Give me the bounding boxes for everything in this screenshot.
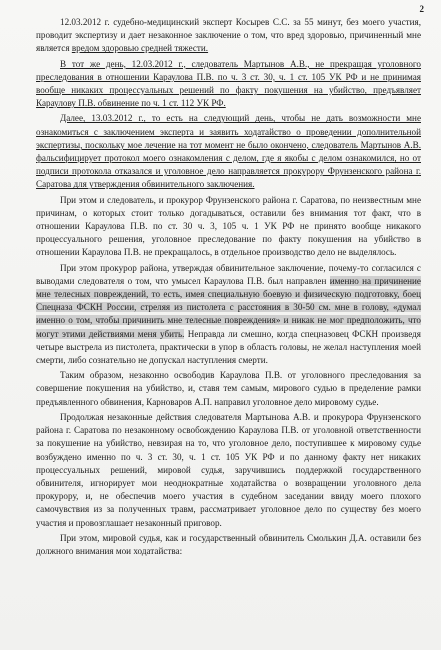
underlined-text: В тот же день, 12.03.2012 г., следователь Мартынов А.В., не прекращая уголовного преследования в отношении Караулова П.В. по ч. 3 ст. 30, ч. 1 ст. 105 УК РФ и не принимая вообще никаких процессуальных решений по факту покушения на убийство, предъявляет Караулову П.В. обвинение по ч. 1 ст. 112 УК РФ. [36, 58, 421, 109]
text-segment: При этом и следователь, и прокурор Фрунзенского района г. Саратова, по неизвестным мне причинам, о которых стоит только догадываться, оставили без внимания тот факт, что в отношении Караулова П.В. по ст. 30 ч. 3, 105 ч. 1 УК РФ не принято вообще никакого процессуального решения, уголовное преследование по факту покушения на убийство в отношении Караулова П.В. не прекращалось, в отдельное производство дело не выделялось. [36, 194, 421, 258]
paragraph [36, 58, 421, 111]
highlighted-text: именно на причинение мне телесных повреждений, то есть, имея специальную боевую и физическую подготовку, боец Спецназа ФСКН России, стреляя из пистолета с расстояния в 30-50 см. мне в голову, «думал именно о том, чтобы причинить мне телесные повреждения» и никак не мог предположить, что могут этими действиями меня убить. [36, 275, 421, 339]
paragraph [36, 369, 421, 409]
page-number: 2 [419, 4, 424, 14]
paragraph [36, 262, 421, 368]
text-segment: Неправда ли смешно, когда спецназовец ФСКН произведя четыре выстрела из пистолета, практически в упор в область головы, не желал наступления моей смерти, либо сознательно не допускал наступления смерти. [36, 328, 421, 366]
text-segment: Таким образом, незаконно освободив Караулова П.В. от уголовного преследования за совершение покушения на убийство, и, ставя тем самым, мирового судью в пределение рамки предъявленного обвинения, Карноваров А.П. направил уголовное дело мировому судье. [36, 370, 421, 407]
text-segment: 12.03.2012 г. судебно-медицинский эксперт Косырев С.С. за 55 минут, без моего участия, проводит экспертизу и дает незаконное заключение о том, что вред здоровью, причиненный мне является [36, 17, 421, 54]
underlined-text: Далее, 13.03.2012 г., то есть на следующий день, чтобы не дать возможности мне ознакомиться с заключением эксперта и заявить ходатайство о проведении дополнительной экспертизы, поскольку мое лечение на тот момент не было окончено, следователь Мартынов А.В. фальсифицирует протокол моего ознакомления с делом, где я якобы с делом ознакомился, но от подписи протокола отказался и уголовное дело направляется прокурору Фрунзенского района г. Саратова для утверждения обвинительного заключения. [36, 113, 421, 190]
paragraph [36, 532, 421, 558]
paragraph [36, 112, 421, 191]
paragraph [36, 411, 421, 530]
text-segment: При этом прокурор района, утверждая обвинительное заключение, почему-то согласился с выводами следователя о том, что умысел Караулова П.В. был направлен [36, 262, 421, 286]
paragraph [36, 194, 421, 260]
text-segment: Продолжая незаконные действия следователя Мартынова А.В. и прокурора Фрунзенского района г. Саратова по незаконному освобождению Караулова П.В. от уголовной ответственности за покушение на убийство, невзирая на то, что уголовное дело, поступившее к мировому судье возбуждено именно по ч. 3 ст. 30, ч. 1 ст. 105 УК РФ и по данному факту нет никаких процессуальных решений, мировой судья, заручившись поддержкой государственного обвинителя, игнорирует мои неоднократные ходатайства о возвращении уголовного дела прокурору, и, не обеспечив моего участия в судебном заседании ввиду моего плохого самочувствия из за полученных травм, рассматривает уголовное дело по существу без моего участия и провозглашает незаконный приговор. [36, 411, 421, 528]
paragraph [36, 16, 421, 56]
text-segment: При этом, мировой судья, как и государственный обвинитель Смолькин Д.А. оставили без должного внимания мои ходатайства: [36, 532, 421, 556]
underlined-text: вредом здоровью средней тяжести. [71, 43, 209, 54]
document-body [36, 16, 421, 558]
